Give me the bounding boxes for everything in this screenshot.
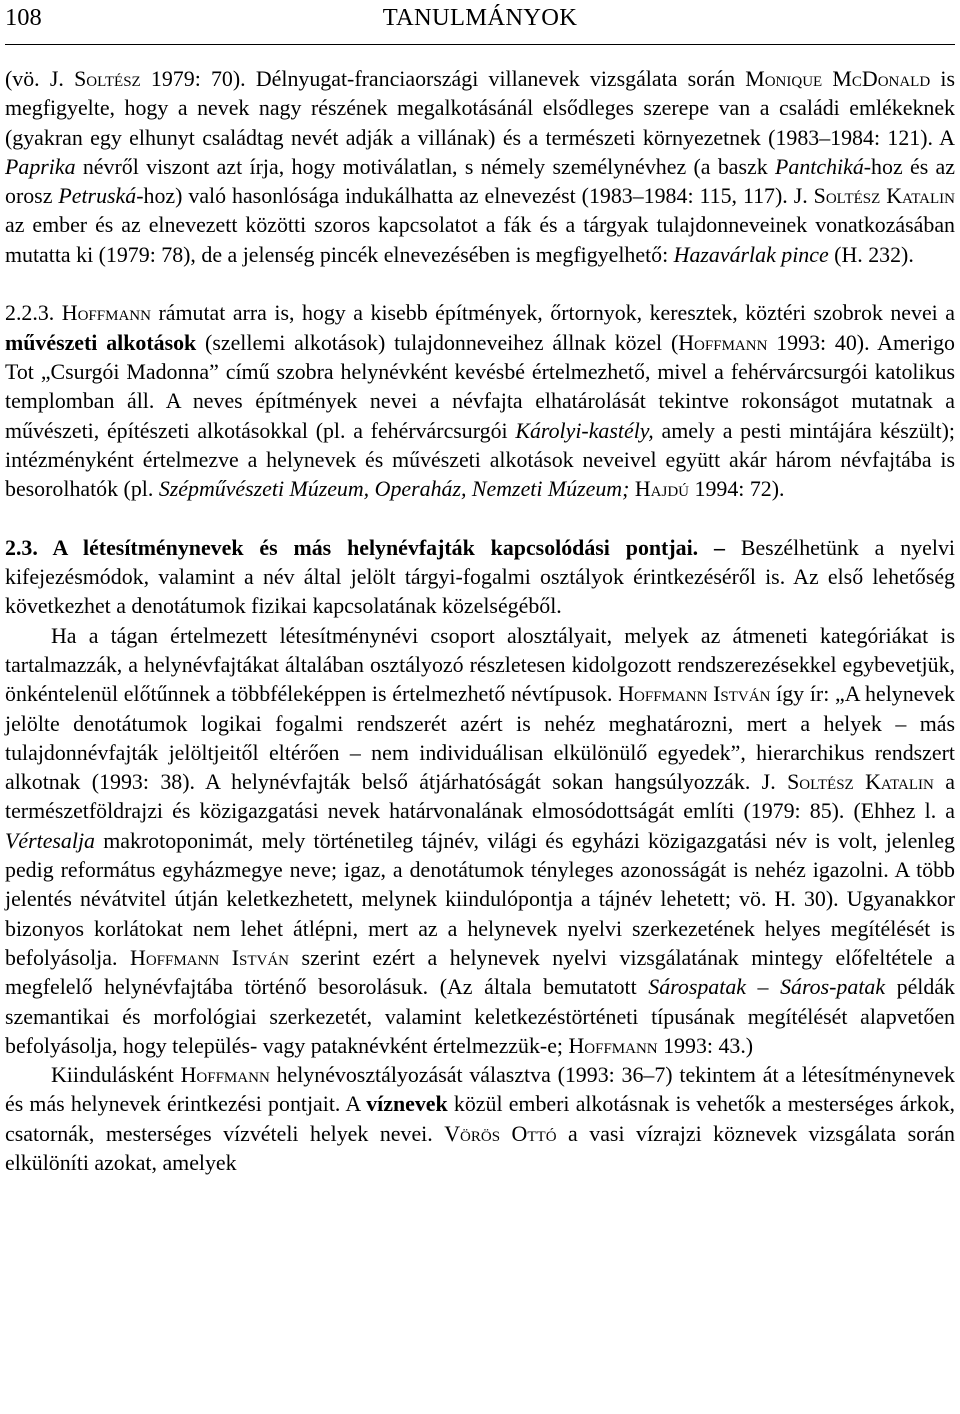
text-run: 1994: 72). xyxy=(689,476,785,502)
page-number: 108 xyxy=(5,4,42,31)
text-run: Beszélhetünk a nyelvi kifejezésmódok, valamint a név által jelölt tárgyi-fogalmi osztályok érintkezéséről is. Az első lehetőség következhet a denotátumok fizikai kapcsolatának közelségéből. xyxy=(5,534,956,619)
article-body xyxy=(5,64,955,1177)
emphasis-italic: Vértesalja xyxy=(5,827,95,853)
text-run: makrotoponimát, mely történetileg tájnév, világi és egyházi közigazgatási név is volt, jelenleg pedig református egyházmegye neve; igaz, a denotátumok tényleges azonosságát is nehéz igazolni. A több jelentés névátvitel útján keletkezhetett, melynek kiindulópontja a tájnév lehetett; vö. H. 30). Ugyanakkor bizonyos korlátokat nem lehet átlépni, mert az a helynevek nyelvi szerkezetének helyes megítélését is befolyásolja. xyxy=(5,827,955,970)
text-run: névről viszont azt írja, hogy motiválatlan, s némely személynévhez (a baszk xyxy=(75,153,776,179)
emphasis-italic: Paprika xyxy=(5,153,76,179)
author-name: Soltész Katalin xyxy=(787,769,934,795)
text-run: a természetföldrajzi és közigazgatási nevek határvonalának elmosódottságát említi (1979: 85). (Ehhez l. a xyxy=(5,769,955,824)
emphasis-italic: Károlyi-kastély, xyxy=(515,417,654,443)
text-run: közül emberi alkotásnak is vehetők a mesterséges árkok, csatornák, mesterséges vízvételi helyek nevei. xyxy=(5,1091,955,1146)
emphasis-italic: Pantchiká xyxy=(775,153,864,179)
emphasis-bold: művészeti alkotások xyxy=(5,329,197,355)
text-run: Kiindulásként xyxy=(51,1062,181,1088)
author-name: Hoffmann xyxy=(678,329,768,355)
author-name: Hajdú xyxy=(634,476,690,502)
text-run: -hoz) való hasonlósága indukálhatta az elnevezést (1983–1984: 115, 117). J. xyxy=(136,183,814,209)
text-run: (szellemi alkotások) tulajdonneveihez állnak közel ( xyxy=(196,329,679,355)
text-run: így ír: „A helynevek jelölte denotátumok logikai fogalmi rendszerét azért is nehéz meghatározni, mert a helyek – más tulajdonnévfajták jelöltjeitől eltérően – nem individuálisan elkülönülő egyedek”, hierarchikus rendszert alkotnak (1993: 38). A helynévfajták belső átjárhatóságát sokan hangsúlyozzák. J. xyxy=(5,681,955,795)
paragraph-p2 xyxy=(5,298,955,503)
page-header xyxy=(5,0,955,45)
text-run: 1993: 43.) xyxy=(657,1032,754,1058)
paragraph-p5 xyxy=(5,1060,955,1177)
text-run: szerint ezért a helynevek nyelvi vizsgálatának mintegy előfeltétele a megfelelő helynévfajtába történő besorolásuk. (Az általa bemutatott xyxy=(5,944,955,1000)
emphasis-bold: víznevek xyxy=(366,1091,448,1117)
text-run: 2.2.3. xyxy=(5,300,62,326)
text-run: amely a pesti mintájára készült); intézményként értelmezve a helynevek és művészeti alkotások neveivel együtt akár három névfajtába is besorolhatók (pl. xyxy=(5,417,955,502)
text-run: Ha a tágan értelmezett létesítménynévi csoport alosztályait, melyek az átmeneti kategóriákat is tartalmazzák, a helynévfajtákat általában osztályozó részletesen kidolgozott rendszerezésekkel egybevetjük, önkéntelenül előtűnnek a többféleképpen is értelmezhető névtípusok. xyxy=(5,622,955,707)
text-run: is megfigyelte, hogy a nevek nagy részének megalkotásánál elsődleges szerepe van a családi emlékeknek (gyakran egy elhunyt családtag nevét adják a villának) és a természeti környezetnek (1983–1984: 121). A xyxy=(5,66,955,150)
text-run: (H. 232). xyxy=(828,241,914,267)
paragraph-p3 xyxy=(5,533,955,621)
paragraph-gap xyxy=(5,269,955,298)
text-run: helynévosztályozását választva (1993: 36–7) tekintem át a létesítménynevek és más helynevek érintkezési pontjait. A xyxy=(5,1062,955,1117)
paragraph-gap xyxy=(5,503,955,532)
paragraph-p1 xyxy=(5,64,955,269)
author-name: Hoffmann xyxy=(568,1032,658,1058)
text-run: példák szemantikai és morfológiai szerkezetét, valamint keletkezéstörténeti típusának megítélését alapvetően befolyásolja, hogy település- vagy pataknévként értelmezzük-e; xyxy=(5,974,955,1058)
text-run: a vasi vízrajzi köznevek vizsgálata során elkülöníti azokat, amelyek xyxy=(5,1120,955,1175)
text-run: 1993: 40). Amerigo Tot „Csurgói Madonna” című szobra helynévként kevésbé értelmezhető, mivel a fehérvárcsurgói katolikus templomban áll. A neves építmények nevei a névfajta elhatárolását tekintve rokonságot mutatnak a művészeti, építészeti alkotásokkal (pl. a fehérvárcsurgói xyxy=(5,329,955,443)
author-name: Hoffmann xyxy=(61,300,151,326)
author-name: Soltész Katalin xyxy=(813,183,956,209)
emphasis-bold: 2.3. A létesítménynevek és más helynévfajták kapcsolódási pontjai. – xyxy=(5,534,725,560)
author-name: Soltész xyxy=(74,66,141,91)
emphasis-italic: Hazavárlak pince xyxy=(673,241,829,267)
running-head: TANULMÁNYOK xyxy=(382,4,578,31)
text-run: (vö. J. xyxy=(5,66,75,91)
paragraph-p4 xyxy=(5,621,955,1060)
emphasis-italic: Szépművészeti Múzeum, Operaház, Nemzeti Múzeum; xyxy=(158,476,630,502)
author-name: Hoffmann István xyxy=(618,681,771,707)
text-run: rámutat arra is, hogy a kisebb építmények, őrtornyok, keresztek, köztéri szobrok nevei a xyxy=(150,300,955,326)
text-run: az ember és az elnevezett közötti szoros kapcsolatot a fák és a tárgyak tulajdonneveinek vonatkozásában mutatta ki (1979: 78), de a jelenség pincék elnevezésében is megfigyelhető: xyxy=(5,212,955,267)
author-name: Monique McDonald xyxy=(745,66,931,91)
author-name: Hoffmann xyxy=(180,1062,270,1088)
author-name: Hoffmann István xyxy=(130,944,290,970)
text-run: 1979: 70). Délnyugat-franciaországi villanevek vizsgálata során xyxy=(140,66,746,91)
page xyxy=(5,0,956,1175)
emphasis-italic: Sárospatak – Sáros-patak xyxy=(648,974,886,1000)
text-run: -hoz és az orosz xyxy=(5,153,955,209)
emphasis-italic: Petruská xyxy=(58,183,137,209)
author-name: Vörös Ottó xyxy=(444,1120,557,1146)
